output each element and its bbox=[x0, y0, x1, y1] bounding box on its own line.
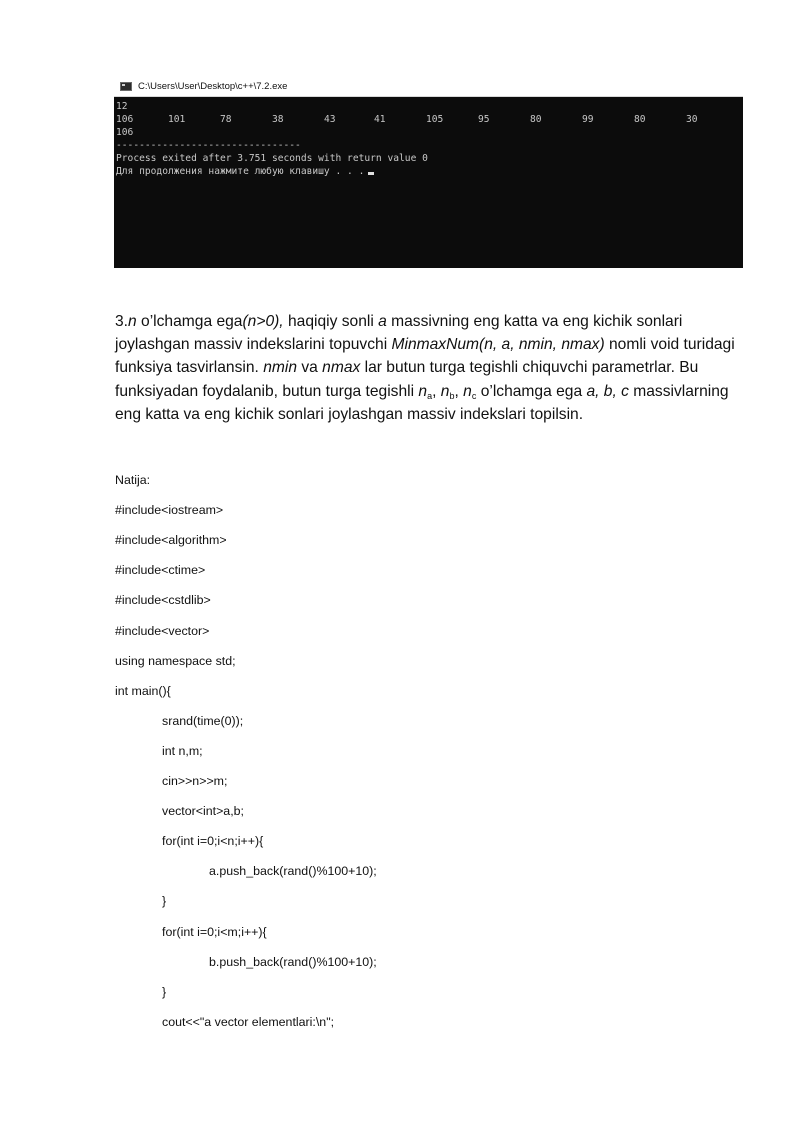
task-paragraph bbox=[115, 310, 745, 426]
console-separator: -------------------------------- bbox=[116, 140, 301, 151]
code-line: cout<<"a vector elementlari:\n"; bbox=[162, 1014, 335, 1029]
console-number-cell: 30 bbox=[686, 114, 698, 125]
code-line: b.push_back(rand()%100+10); bbox=[209, 954, 377, 969]
code-line: #include<cstdlib> bbox=[115, 593, 211, 608]
console-continue-text: Для продолжения нажмите любую клавишу . . . bbox=[116, 166, 365, 177]
task-text: lar butun turga tegishli chiquvchi parametrlar. Bu funksiyadan foydalanib, butun turga tegishli bbox=[115, 359, 699, 400]
console-screenshot bbox=[114, 76, 743, 268]
console-number-cell: 80 bbox=[634, 114, 646, 125]
task-text: , bbox=[454, 382, 464, 400]
console-max-line: 106 bbox=[116, 127, 134, 138]
task-text: o’lchamga ega bbox=[476, 382, 587, 400]
task-text-italic: n bbox=[463, 382, 472, 400]
task-text: massivning eng katta va eng kichik sonlari joylashgan massiv indekslarini topuvchi bbox=[115, 313, 683, 354]
code-line: #include<algorithm> bbox=[115, 533, 227, 548]
task-text: nomli void turidagi funksiya tasvirlansin. bbox=[115, 336, 735, 377]
console-number-cell: 38 bbox=[272, 114, 284, 125]
code-line: #include<iostream> bbox=[115, 503, 224, 518]
task-text-italic: a bbox=[378, 313, 387, 330]
code-line: cin>>n>>m; bbox=[162, 774, 228, 788]
console-titlebar bbox=[114, 76, 743, 97]
code-line: srand(time(0)); bbox=[162, 713, 244, 728]
task-text-italic: nmin bbox=[263, 359, 298, 377]
code-line: } bbox=[162, 984, 167, 999]
result-label: Natija: bbox=[115, 473, 151, 487]
code-line: using namespace std; bbox=[115, 653, 236, 668]
task-text-italic: (n>0), bbox=[242, 313, 284, 330]
task-subscript: c bbox=[471, 390, 477, 401]
console-process-line: Process exited after 3.751 seconds with return value 0 bbox=[116, 153, 428, 164]
code-line: for(int i=0;i<m;i++){ bbox=[162, 924, 267, 939]
code-line: a.push_back(rand()%100+10); bbox=[209, 864, 377, 879]
task-text-italic: a, b, c bbox=[586, 382, 629, 400]
console-input-line: 12 bbox=[116, 101, 128, 112]
task-text-italic: n bbox=[128, 313, 137, 330]
console-number-cell: 43 bbox=[324, 114, 336, 125]
code-line: int main(){ bbox=[115, 683, 171, 698]
task-text: , bbox=[432, 382, 441, 400]
console-number-cell: 106 bbox=[116, 114, 134, 125]
console-number-cell: 105 bbox=[426, 114, 444, 125]
console-number-cell: 95 bbox=[478, 114, 490, 125]
task-text: 3. bbox=[115, 313, 129, 330]
console-output bbox=[114, 97, 743, 178]
code-line: for(int i=0;i<n;i++){ bbox=[162, 834, 264, 849]
console-continue-line bbox=[116, 165, 743, 178]
task-text-italic: MinmaxNum(n, a, nmin, nmax) bbox=[391, 336, 605, 354]
console-cursor bbox=[368, 172, 374, 175]
console-title: C:\Users\User\Desktop\c++\7.2.exe bbox=[138, 80, 288, 92]
task-text-italic: n bbox=[418, 382, 428, 400]
task-text: massivlarning eng katta va eng kichik sonlari joylashgan massiv indekslari topilsin. bbox=[115, 382, 729, 423]
code-line: #include<vector> bbox=[115, 623, 210, 638]
code-line: } bbox=[162, 894, 167, 909]
console-number-cell: 99 bbox=[582, 114, 594, 125]
console-numbers-row bbox=[116, 113, 743, 126]
console-number-cell: 101 bbox=[168, 114, 186, 125]
console-number-cell: 41 bbox=[374, 114, 386, 125]
console-number-cell: 80 bbox=[530, 114, 542, 125]
console-window-icon bbox=[120, 82, 132, 91]
code-line: #include<ctime> bbox=[115, 563, 206, 578]
task-subscript: a bbox=[427, 390, 433, 401]
task-text: o’lchamga ega bbox=[136, 313, 243, 330]
task-text-italic: n bbox=[440, 382, 450, 400]
console-number-cell: 78 bbox=[220, 114, 232, 125]
task-text: va bbox=[297, 359, 323, 377]
task-subscript: b bbox=[449, 390, 455, 401]
task-text-italic: nmax bbox=[322, 359, 361, 377]
task-text: haqiqiy sonli bbox=[283, 313, 379, 330]
code-line: vector<int>a,b; bbox=[162, 804, 244, 819]
code-line: int n,m; bbox=[162, 743, 203, 758]
